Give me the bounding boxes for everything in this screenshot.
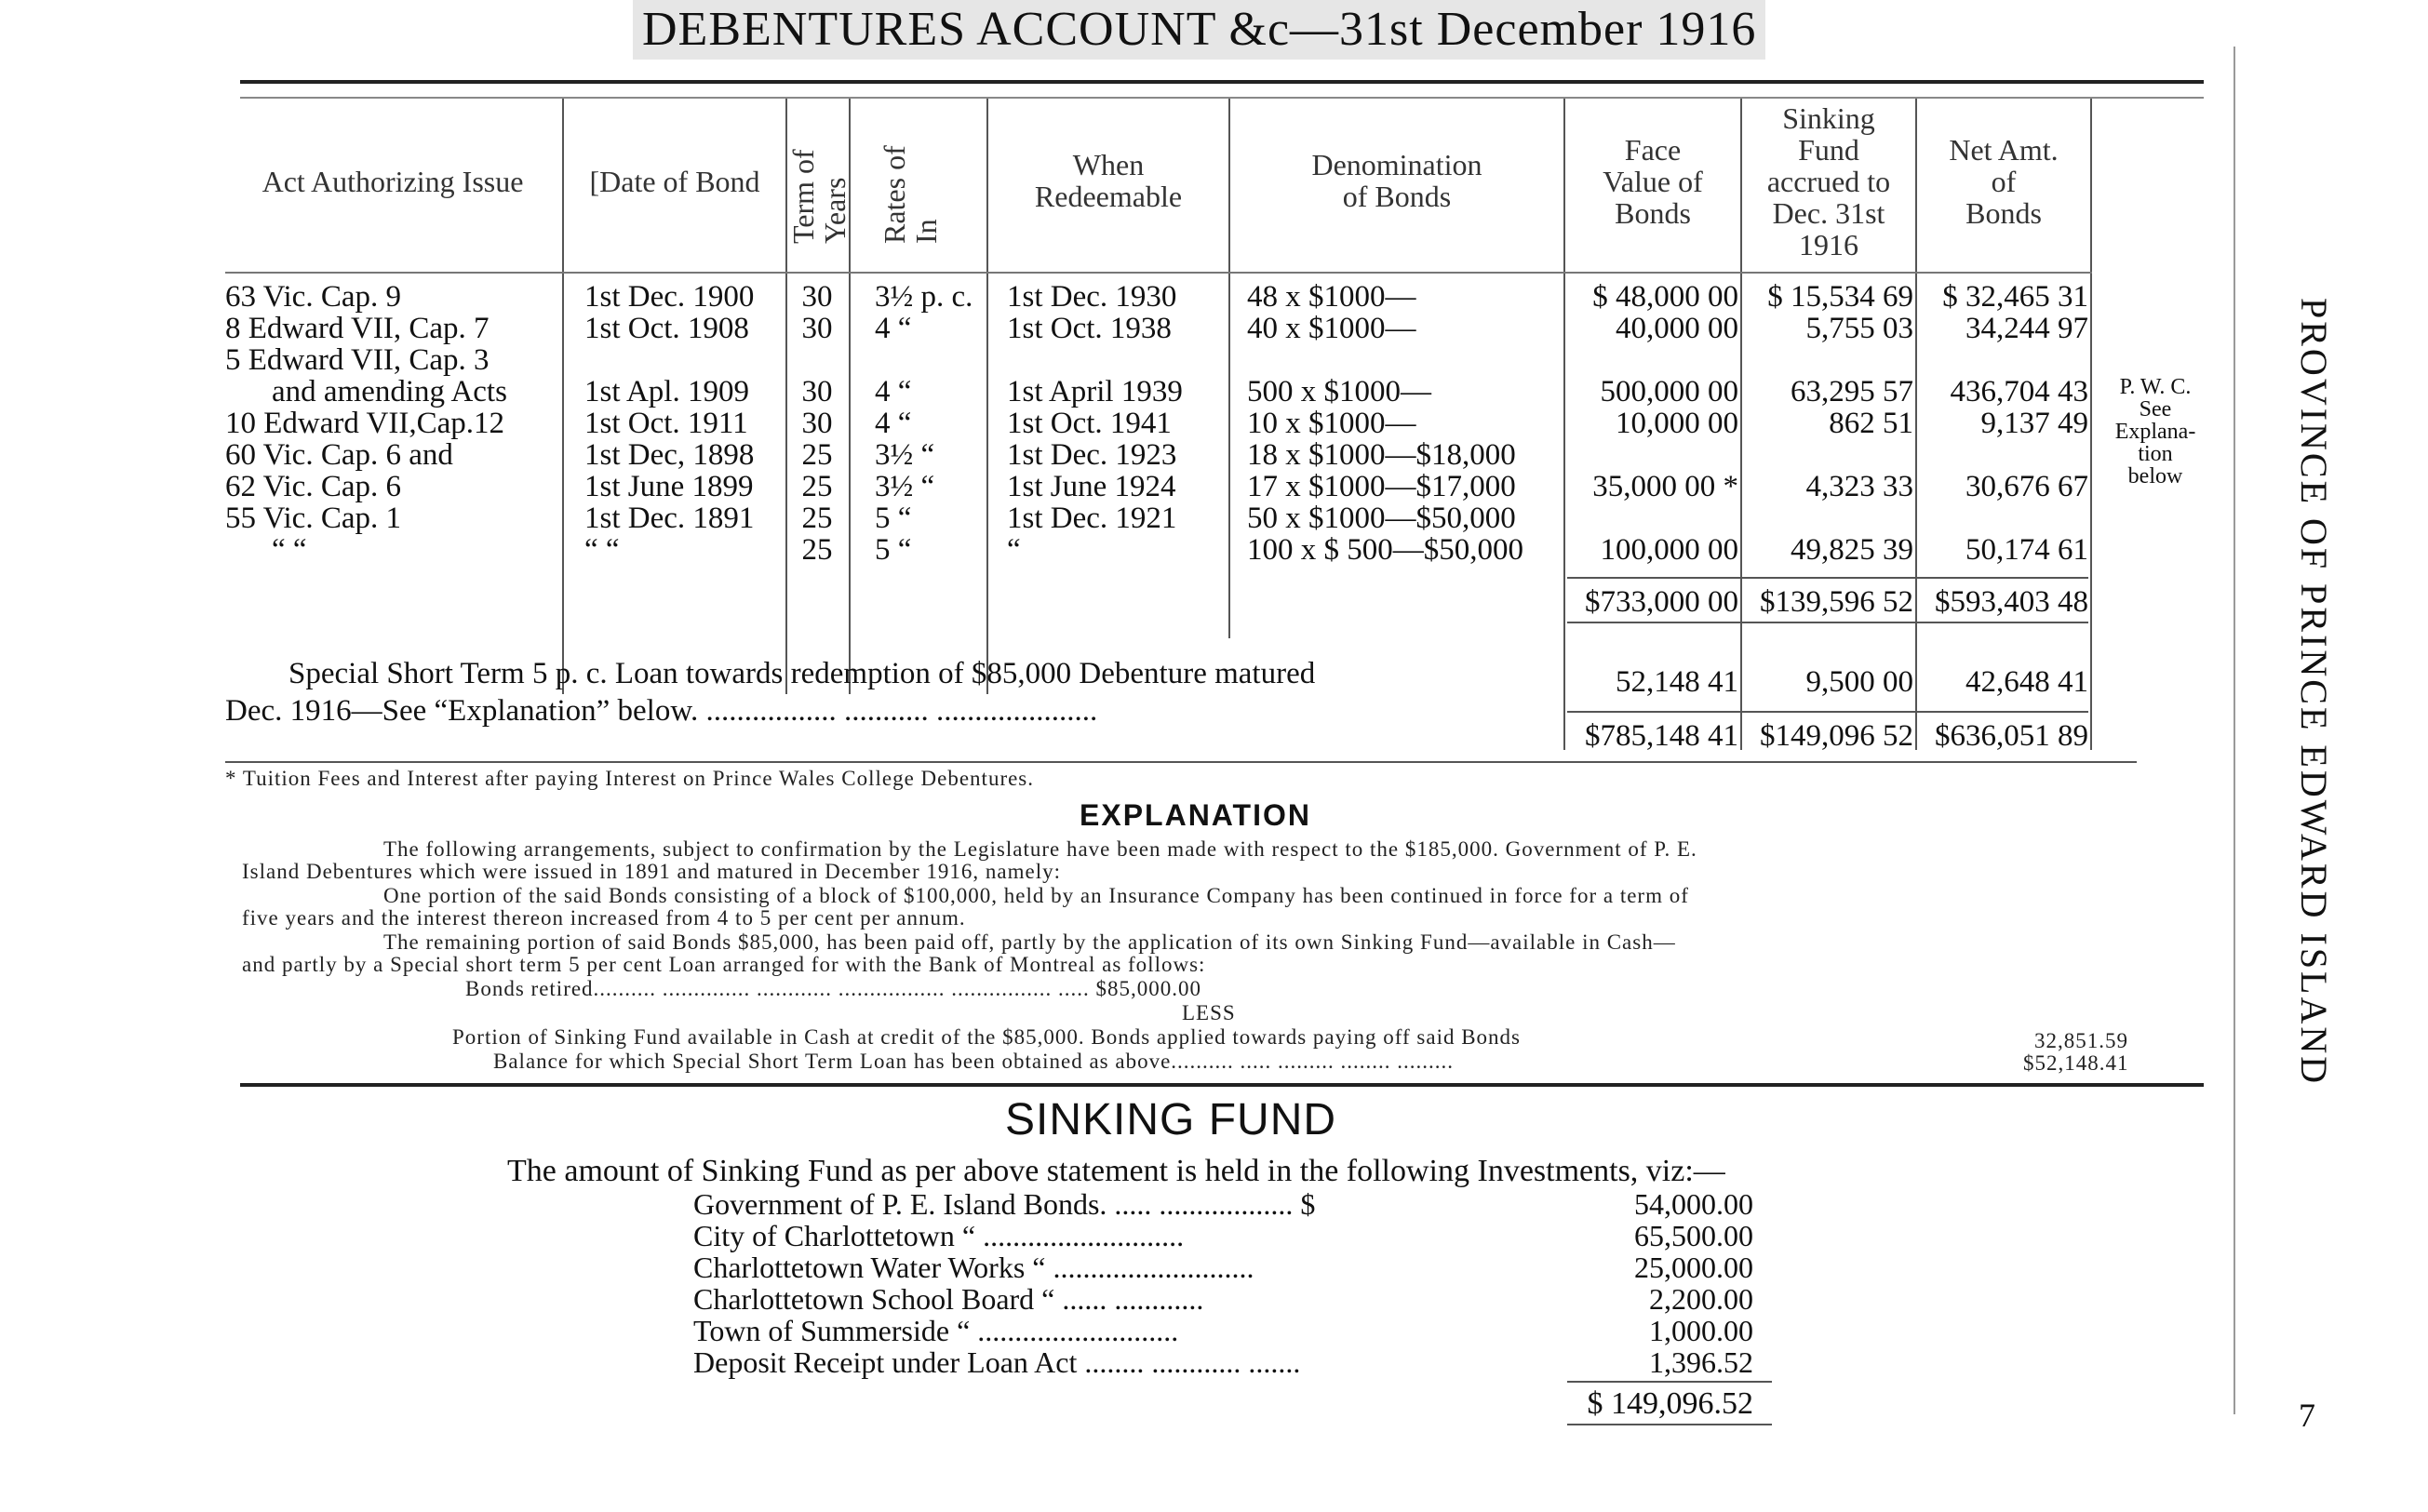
sf-item-value: 2,200.00: [1649, 1282, 1753, 1316]
sinking-fund-intro: The amount of Sinking Fund as per above statement is held in the following Investments, viz:—: [507, 1154, 1725, 1188]
table-row: [0, 376, 2233, 408]
cell-sink: 862 51: [1829, 407, 1913, 440]
sf-item-label: Government of P. E. Island Bonds. ..... .................. $: [693, 1187, 1316, 1221]
sf-item-value: 65,500.00: [1634, 1219, 1753, 1252]
special-loan-line2: Dec. 1916—See “Explanation” below. ................. ........... .....................: [225, 694, 1098, 728]
total-rule: [1567, 711, 2088, 713]
cell-when: 1st Oct. 1941: [1007, 407, 1172, 440]
cell-denom: 17 x $1000—$17,000: [1247, 470, 1516, 503]
cell-sink: $ 15,534 69: [1767, 280, 1913, 314]
explanation-p1a: The following arrangements, subject to confirmation by the Legislature have been made with respect to the $185,000. Government of P. E.: [383, 837, 1697, 861]
cell-date: 1st Dec. 1891: [584, 502, 755, 535]
footnote: * Tuition Fees and Interest after paying Interest on Prince Wales College Debentures.: [225, 767, 1035, 790]
cell-term: 30: [801, 407, 833, 440]
cell-rate: 4 “: [875, 312, 912, 345]
cell-rate: 5 “: [875, 533, 912, 567]
balance-label: Balance for which Special Short Term Loan has been obtained as above.......... ..... ......... ........ .........: [493, 1050, 1455, 1073]
subtotal-rule-bottom: [1567, 622, 2088, 623]
cell-when: 1st June 1924: [1007, 470, 1176, 503]
sf-total-rule: [1567, 1381, 1772, 1383]
header-face: Face Value of Bonds: [1603, 133, 1703, 230]
special-loan-line1: Special Short Term 5 p. c. Loan towards redemption of $85,000 Debenture matured: [288, 657, 1316, 690]
header-rule: [225, 272, 2092, 274]
sf-item-label: Town of Summerside “ ...........................: [693, 1314, 1179, 1347]
sinking-fund-heading: SINKING FUND: [1005, 1095, 1337, 1144]
cell-sink: 4,323 33: [1805, 470, 1913, 503]
total-row: $785,148 41 $149,096 52 $636,051 89: [1585, 719, 2088, 753]
cell-denom: 10 x $1000—: [1247, 407, 1416, 440]
cell-when: 1st Oct. 1938: [1007, 312, 1172, 345]
cell-term: 30: [801, 280, 833, 314]
cell-denom: 50 x $1000—$50,000: [1247, 502, 1516, 535]
table-row: [0, 281, 2233, 313]
table-row: [0, 344, 2233, 376]
portion-label: Portion of Sinking Fund available in Cash at credit of the $85,000. Bonds applied towards paying off said Bonds: [452, 1025, 1522, 1049]
cell-net: 436,704 43: [1950, 375, 2088, 408]
cell-sink: 49,825 39: [1791, 533, 1913, 567]
balance-value: $52,148.41: [2023, 1051, 2129, 1075]
cell-net: 30,676 67: [1965, 470, 2088, 503]
cell-when: “: [1007, 533, 1021, 567]
page-number: 7: [2299, 1397, 2315, 1434]
page-title: DEBENTURES ACCOUNT &c—31st December 1916: [633, 0, 1765, 60]
sf-item-value: 25,000.00: [1634, 1251, 1753, 1284]
cell-denom: 40 x $1000—: [1247, 312, 1416, 345]
cell-denom: 100 x $ 500—$50,000: [1247, 533, 1523, 567]
cell-term: 25: [801, 438, 833, 472]
header-when: When Redeemable: [1034, 148, 1183, 213]
cell-when: 1st Dec. 1923: [1007, 438, 1177, 472]
bonds-retired: Bonds retired.......... .............. ............ ................. ................ ..... $85,000.00: [465, 977, 1202, 1000]
header-date: [Date of Bond: [589, 165, 760, 198]
header-sinking: Sinking Fund accrued to Dec. 31st 1916: [1766, 101, 1891, 261]
cell-act: and amending Acts: [272, 375, 507, 408]
cell-rate: 5 “: [875, 502, 912, 535]
top-rule: [240, 80, 2204, 84]
portion-value: 32,851.59: [2034, 1029, 2128, 1052]
cell-date: 1st Oct. 1911: [584, 407, 748, 440]
cell-date: 1st Dec. 1900: [584, 280, 755, 314]
subtotal-rule: [1567, 577, 2088, 579]
cell-act: “ “: [272, 533, 307, 567]
cell-rate: 4 “: [875, 407, 912, 440]
cell-denom: 500 x $1000—: [1247, 375, 1431, 408]
cell-sink: 63,295 57: [1791, 375, 1913, 408]
cell-face: 40,000 00: [1616, 312, 1738, 345]
cell-net: 34,244 97: [1965, 312, 2088, 345]
cell-act: 62 Vic. Cap. 6: [225, 470, 401, 503]
cell-rate: 3½ p. c.: [875, 280, 973, 314]
side-title: PROVINCE OF PRINCE EDWARD ISLAND: [2293, 298, 2335, 1087]
header-rates: Rates of In: [878, 145, 943, 244]
subtotal-row: $733,000 00 $139,596 52 $593,403 48: [1585, 585, 2088, 619]
cell-net: 50,174 61: [1965, 533, 2088, 567]
cell-face: 10,000 00: [1616, 407, 1738, 440]
table-row: [0, 313, 2233, 344]
sf-item-value: 54,000.00: [1634, 1187, 1753, 1221]
less-label: LESS: [1182, 1001, 1236, 1024]
table-row: [0, 471, 2233, 502]
cell-when: 1st Dec. 1921: [1007, 502, 1177, 535]
table-row: [0, 502, 2233, 534]
sf-item-value: 1,000.00: [1649, 1314, 1753, 1347]
sf-item-value: 1,396.52: [1649, 1345, 1753, 1379]
explanation-heading: EXPLANATION: [1080, 798, 1311, 832]
explanation-p3a: The remaining portion of said Bonds $85,000, has been paid off, partly by the application of its own Sinking Fund—available in Cash—: [383, 930, 1676, 954]
explanation-p2a: One portion of the said Bonds consisting of a block of $100,000, held by an Insurance Company has been continued in force for a term of: [383, 884, 1689, 907]
cell-rate: 4 “: [875, 375, 912, 408]
top-rule-thin: [240, 97, 2204, 99]
sf-total-rule-bottom: [1567, 1424, 1772, 1425]
table-row: [0, 439, 2233, 471]
cell-act: 63 Vic. Cap. 9: [225, 280, 401, 314]
cell-term: 30: [801, 375, 833, 408]
header-act: Act Authorizing Issue: [262, 165, 524, 198]
cell-act: 55 Vic. Cap. 1: [225, 502, 401, 535]
cell-rate: 3½ “: [875, 438, 935, 472]
margin-line: [2233, 47, 2235, 1414]
cell-term: 25: [801, 533, 833, 567]
cell-face: 35,000 00 *: [1592, 470, 1738, 503]
cell-face: $ 48,000 00: [1592, 280, 1738, 314]
table-row: [0, 534, 2233, 566]
header-term: Term of Years: [786, 149, 852, 244]
cell-when: 1st April 1939: [1007, 375, 1183, 408]
explanation-p3b: and partly by a Special short term 5 per cent Loan arranged for with the Bank of Montreal as follows:: [242, 953, 1206, 976]
cell-term: 25: [801, 502, 833, 535]
cell-rate: 3½ “: [875, 470, 935, 503]
sinking-fund-total: $ 149,096.52: [1587, 1386, 1753, 1421]
section-rule: [240, 1083, 2204, 1087]
cell-date: 1st Oct. 1908: [584, 312, 749, 345]
cell-act: 10 Edward VII,Cap.12: [225, 407, 504, 440]
header-denom: Denomination of Bonds: [1311, 148, 1482, 213]
cell-date: 1st June 1899: [584, 470, 754, 503]
cell-act: 8 Edward VII, Cap. 7: [225, 312, 490, 345]
sf-item-label: Charlottetown Water Works “ ...........................: [693, 1251, 1254, 1284]
pwc-note: P. W. C. See Explana- tion below: [2114, 375, 2196, 488]
cell-date: 1st Dec, 1898: [584, 438, 755, 472]
table-row: [0, 408, 2233, 439]
explanation-p1b: Island Debentures which were issued in 1891 and matured in December 1916, namely:: [242, 860, 1062, 883]
sf-item-label: Charlottetown School Board “ ...... ............: [693, 1282, 1204, 1316]
cell-date: “ “: [584, 533, 620, 567]
cell-act: 60 Vic. Cap. 6 and: [225, 438, 453, 472]
cell-term: 25: [801, 470, 833, 503]
cell-face: 500,000 00: [1600, 375, 1738, 408]
cell-net: 9,137 49: [1980, 407, 2088, 440]
header-net: Net Amt. of Bonds: [1949, 133, 2059, 230]
cell-when: 1st Dec. 1930: [1007, 280, 1177, 314]
cell-denom: 18 x $1000—$18,000: [1247, 438, 1516, 472]
explanation-p2b: five years and the interest thereon increased from 4 to 5 per cent per annum.: [242, 906, 966, 930]
table-bottom-rule: [225, 761, 2137, 763]
special-loan-row: 52,148 41 9,500 00 42,648 41: [1616, 665, 2088, 699]
sf-item-label: City of Charlottetown “ ...........................: [693, 1219, 1185, 1252]
cell-denom: 48 x $1000—: [1247, 280, 1416, 314]
cell-term: 30: [801, 312, 833, 345]
cell-sink: 5,755 03: [1805, 312, 1913, 345]
cell-face: 100,000 00: [1600, 533, 1738, 567]
cell-date: 1st Apl. 1909: [584, 375, 749, 408]
cell-act: 5 Edward VII, Cap. 3: [225, 343, 490, 377]
sf-item-label: Deposit Receipt under Loan Act ........ ............ .......: [693, 1345, 1301, 1379]
cell-net: $ 32,465 31: [1942, 280, 2088, 314]
